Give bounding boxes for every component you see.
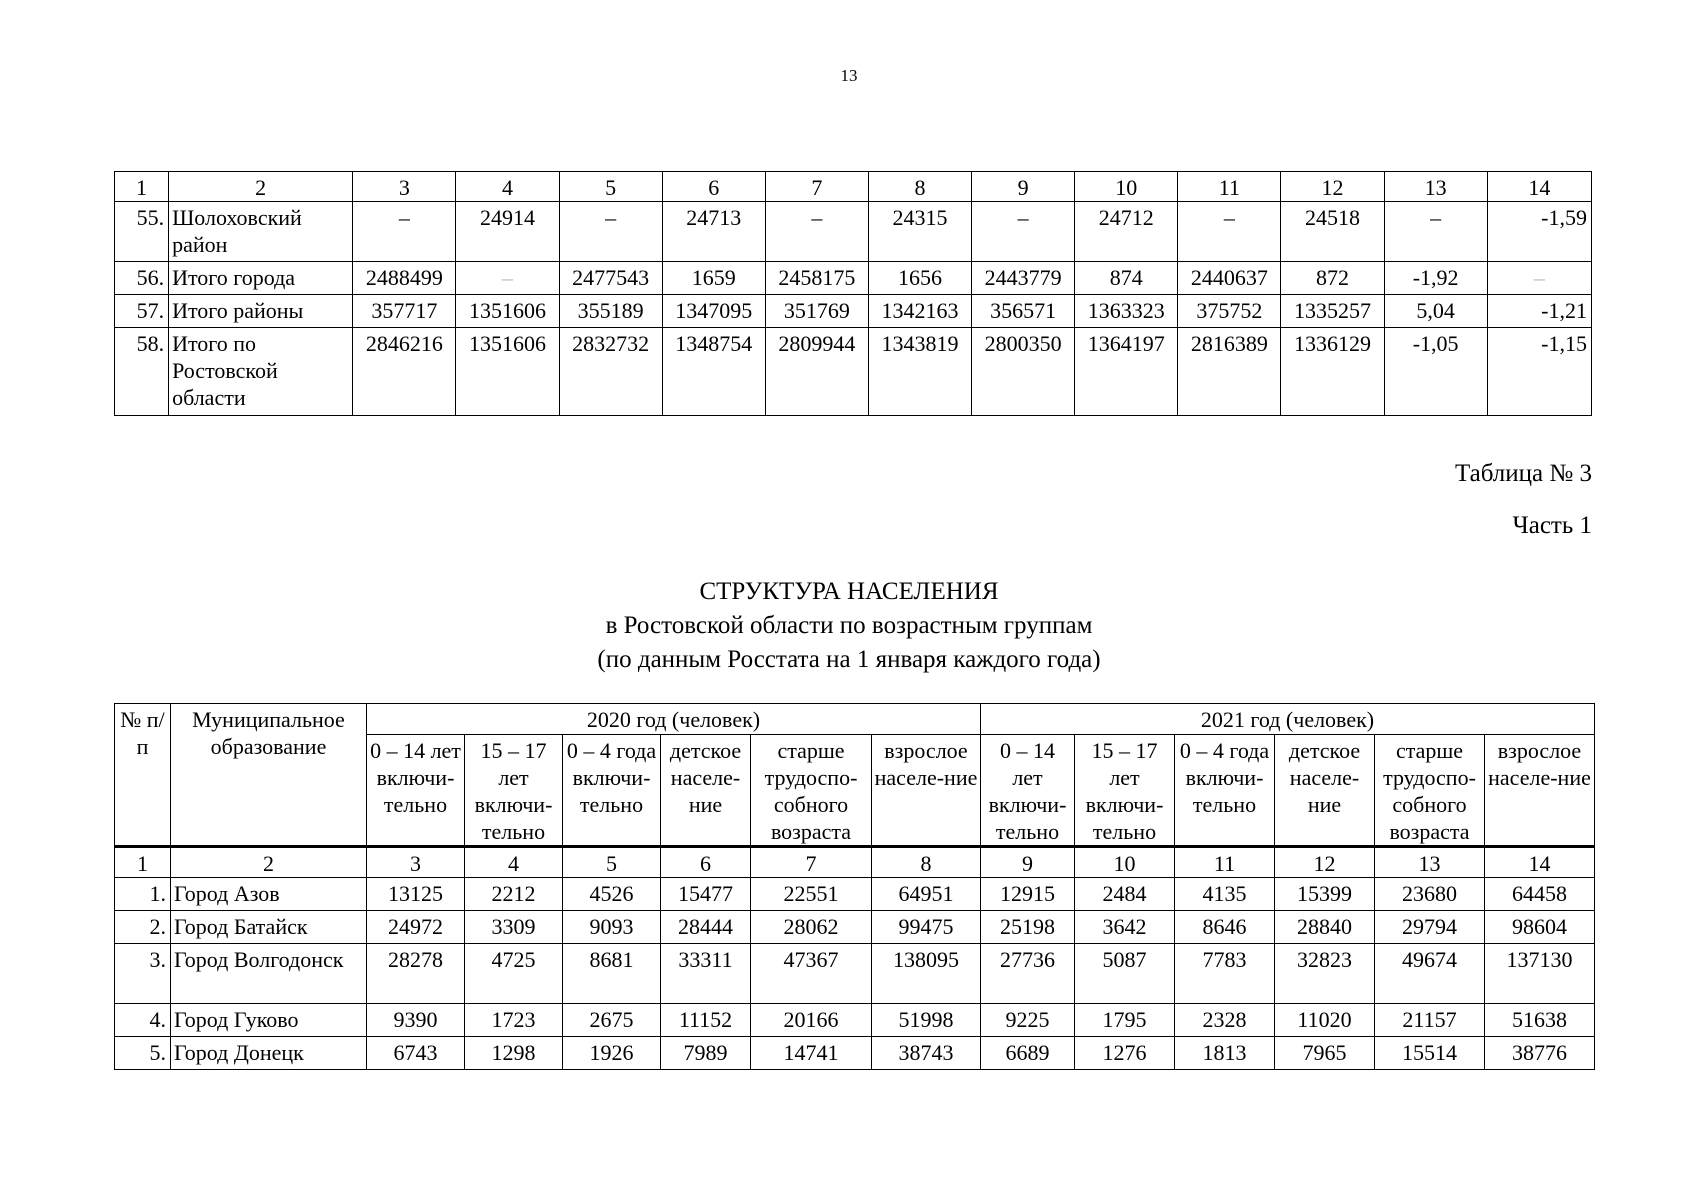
cell: 1342163 xyxy=(868,295,971,328)
row-name: Шолоховский район xyxy=(169,202,353,262)
cell: 3309 xyxy=(465,911,563,944)
cell: 1659 xyxy=(662,262,765,295)
header-num: № п/п xyxy=(115,704,171,847)
cell: 4725 xyxy=(465,944,563,1004)
cell: – xyxy=(353,202,456,262)
cell: 21157 xyxy=(1375,1004,1485,1037)
header-age-15-17: 15 – 17 лет включи-тельно xyxy=(1075,735,1175,847)
cell: 9093 xyxy=(563,911,661,944)
header-age-0-4: 0 – 4 года включи-тельно xyxy=(1175,735,1275,847)
cell: 24914 xyxy=(456,202,559,262)
cell: 7783 xyxy=(1175,944,1275,1004)
row-number: 3. xyxy=(115,944,171,1004)
header-year-2021: 2021 год (человек) xyxy=(981,704,1595,735)
col-number: 11 xyxy=(1175,847,1275,878)
table-row xyxy=(115,944,1595,1004)
cell: 12915 xyxy=(981,878,1075,911)
cell: 28062 xyxy=(751,911,872,944)
cell: 24315 xyxy=(868,202,971,262)
header-age-0-4: 0 – 4 года включи-тельно xyxy=(563,735,661,847)
col-number: 9 xyxy=(981,847,1075,878)
cell: 1363323 xyxy=(1075,295,1178,328)
cell: 9225 xyxy=(981,1004,1075,1037)
cell: 29794 xyxy=(1375,911,1485,944)
row-name: Город Волгодонск xyxy=(171,944,367,1004)
cell: 13125 xyxy=(367,878,465,911)
cell: 2477543 xyxy=(559,262,662,295)
cell: 8681 xyxy=(563,944,661,1004)
cell: -1,21 xyxy=(1487,295,1591,328)
cell: 1926 xyxy=(563,1037,661,1070)
cell: 2832732 xyxy=(559,328,662,416)
col-number: 12 xyxy=(1275,847,1375,878)
cell: 4526 xyxy=(563,878,661,911)
row-number: 1. xyxy=(115,878,171,911)
cell: 14741 xyxy=(751,1037,872,1070)
cell: 351769 xyxy=(765,295,868,328)
cell: -1,59 xyxy=(1487,202,1591,262)
col-number: 8 xyxy=(872,847,981,878)
header-age-0-14: 0 – 14 лет включи-тельно xyxy=(981,735,1075,847)
cell: – xyxy=(1178,202,1281,262)
age-structure-table xyxy=(114,703,1595,1070)
header-row-years xyxy=(115,704,1595,735)
cell: 28840 xyxy=(1275,911,1375,944)
cell: 47367 xyxy=(751,944,872,1004)
cell: 1347095 xyxy=(662,295,765,328)
cell: 15477 xyxy=(661,878,751,911)
col-number: 12 xyxy=(1281,172,1384,202)
cell: 38743 xyxy=(872,1037,981,1070)
cell: 15514 xyxy=(1375,1037,1485,1070)
cell: 2443779 xyxy=(972,262,1075,295)
cell: 1343819 xyxy=(868,328,971,416)
cell: 8646 xyxy=(1175,911,1275,944)
col-number: 6 xyxy=(662,172,765,202)
cell: 1335257 xyxy=(1281,295,1384,328)
cell: 2846216 xyxy=(353,328,456,416)
row-name: Город Батайск xyxy=(171,911,367,944)
cell: 1656 xyxy=(868,262,971,295)
col-number: 10 xyxy=(1075,847,1175,878)
cell: 138095 xyxy=(872,944,981,1004)
cell: 375752 xyxy=(1178,295,1281,328)
cell: 1813 xyxy=(1175,1037,1275,1070)
cell: 27736 xyxy=(981,944,1075,1004)
cell: 24518 xyxy=(1281,202,1384,262)
row-number: 57. xyxy=(115,295,169,328)
row-number: 56. xyxy=(115,262,169,295)
row-name: Город Донецк xyxy=(171,1037,367,1070)
header-adults: взрослое населе-ние xyxy=(1485,735,1595,847)
cell: 357717 xyxy=(353,295,456,328)
col-number: 4 xyxy=(465,847,563,878)
cell: 9390 xyxy=(367,1004,465,1037)
header-age-15-17: 15 – 17 лет включи-тельно xyxy=(465,735,563,847)
cell: 38776 xyxy=(1485,1037,1595,1070)
cell: 2809944 xyxy=(765,328,868,416)
cell: 51998 xyxy=(872,1004,981,1037)
table-title xyxy=(0,575,1698,677)
table-number-caption: Таблица № 3 xyxy=(1454,460,1592,487)
row-name: Итого по Ростовской области xyxy=(169,328,353,416)
col-number: 8 xyxy=(868,172,971,202)
cell: – xyxy=(456,262,559,295)
cell: 2440637 xyxy=(1178,262,1281,295)
cell: – xyxy=(1487,262,1591,295)
col-number: 11 xyxy=(1178,172,1281,202)
cell: 49674 xyxy=(1375,944,1485,1004)
row-number: 2. xyxy=(115,911,171,944)
cell: 7965 xyxy=(1275,1037,1375,1070)
cell: 1795 xyxy=(1075,1004,1175,1037)
cell: 1348754 xyxy=(662,328,765,416)
continuation-table xyxy=(114,171,1592,416)
col-number: 3 xyxy=(367,847,465,878)
title-line-3: (по данным Росстата на 1 января каждого года) xyxy=(597,646,1101,673)
table-row xyxy=(115,1004,1595,1037)
cell: 1276 xyxy=(1075,1037,1175,1070)
table-row xyxy=(115,295,1592,328)
row-number: 5. xyxy=(115,1037,171,1070)
cell: 2675 xyxy=(563,1004,661,1037)
header-adults: взрослое населе-ние xyxy=(872,735,981,847)
cell: 5,04 xyxy=(1384,295,1487,328)
col-number: 5 xyxy=(559,172,662,202)
cell: 99475 xyxy=(872,911,981,944)
cell: -1,05 xyxy=(1384,328,1487,416)
col-number: 4 xyxy=(456,172,559,202)
cell: 15399 xyxy=(1275,878,1375,911)
cell: 28444 xyxy=(661,911,751,944)
cell: 1336129 xyxy=(1281,328,1384,416)
row-name: Город Азов xyxy=(171,878,367,911)
table-row xyxy=(115,1037,1595,1070)
col-number: 1 xyxy=(115,847,171,878)
col-number: 13 xyxy=(1384,172,1487,202)
cell: – xyxy=(559,202,662,262)
column-number-row xyxy=(115,172,1592,202)
cell: 51638 xyxy=(1485,1004,1595,1037)
cell: 24712 xyxy=(1075,202,1178,262)
col-number: 9 xyxy=(972,172,1075,202)
cell: 24972 xyxy=(367,911,465,944)
col-number: 13 xyxy=(1375,847,1485,878)
title-line-2: в Ростовской области по возрастным группам xyxy=(605,612,1093,639)
cell: 1364197 xyxy=(1075,328,1178,416)
title-line-1: СТРУКТУРА НАСЕЛЕНИЯ xyxy=(699,578,999,605)
cell: 1298 xyxy=(465,1037,563,1070)
cell: 6743 xyxy=(367,1037,465,1070)
header-children: детское населе-ние xyxy=(1275,735,1375,847)
cell: 11020 xyxy=(1275,1004,1375,1037)
col-number: 2 xyxy=(171,847,367,878)
cell: – xyxy=(765,202,868,262)
header-elderly: старше трудоспо-собного возраста xyxy=(751,735,872,847)
cell: – xyxy=(972,202,1075,262)
cell: – xyxy=(1384,202,1487,262)
table-row xyxy=(115,878,1595,911)
cell: 22551 xyxy=(751,878,872,911)
cell: 1723 xyxy=(465,1004,563,1037)
cell: 356571 xyxy=(972,295,1075,328)
col-number: 14 xyxy=(1487,172,1591,202)
col-number: 7 xyxy=(751,847,872,878)
cell: 1351606 xyxy=(456,328,559,416)
row-name: Город Гуково xyxy=(171,1004,367,1037)
cell: 25198 xyxy=(981,911,1075,944)
cell: 64951 xyxy=(872,878,981,911)
cell: 24713 xyxy=(662,202,765,262)
cell: 2212 xyxy=(465,878,563,911)
page-number: 13 xyxy=(840,66,858,85)
table-part-caption: Часть 1 xyxy=(1512,512,1592,539)
row-number: 55. xyxy=(115,202,169,262)
col-number: 1 xyxy=(115,172,169,202)
cell: 355189 xyxy=(559,295,662,328)
col-number: 5 xyxy=(563,847,661,878)
table-row xyxy=(115,202,1592,262)
cell: 874 xyxy=(1075,262,1178,295)
cell: 2328 xyxy=(1175,1004,1275,1037)
col-number: 3 xyxy=(353,172,456,202)
cell: 23680 xyxy=(1375,878,1485,911)
header-municipality: Муниципальное образование xyxy=(171,704,367,847)
col-number: 6 xyxy=(661,847,751,878)
header-year-2020: 2020 год (человек) xyxy=(367,704,981,735)
cell: 2484 xyxy=(1075,878,1175,911)
table-row xyxy=(115,262,1592,295)
row-number: 58. xyxy=(115,328,169,416)
cell: 32823 xyxy=(1275,944,1375,1004)
cell: 6689 xyxy=(981,1037,1075,1070)
cell: -1,15 xyxy=(1487,328,1591,416)
row-name: Итого районы xyxy=(169,295,353,328)
col-number: 10 xyxy=(1075,172,1178,202)
cell: 64458 xyxy=(1485,878,1595,911)
row-number: 4. xyxy=(115,1004,171,1037)
col-number: 7 xyxy=(765,172,868,202)
cell: 872 xyxy=(1281,262,1384,295)
cell: 3642 xyxy=(1075,911,1175,944)
col-number: 2 xyxy=(169,172,353,202)
cell: 137130 xyxy=(1485,944,1595,1004)
cell: 11152 xyxy=(661,1004,751,1037)
column-number-row xyxy=(115,847,1595,878)
cell: 28278 xyxy=(367,944,465,1004)
cell: 5087 xyxy=(1075,944,1175,1004)
cell: -1,92 xyxy=(1384,262,1487,295)
row-name: Итого города xyxy=(169,262,353,295)
cell: 1351606 xyxy=(456,295,559,328)
header-elderly: старше трудоспо-собного возраста xyxy=(1375,735,1485,847)
cell: 4135 xyxy=(1175,878,1275,911)
cell: 7989 xyxy=(661,1037,751,1070)
table-row xyxy=(115,328,1592,416)
cell: 2800350 xyxy=(972,328,1075,416)
col-number: 14 xyxy=(1485,847,1595,878)
cell: 2488499 xyxy=(353,262,456,295)
cell: 20166 xyxy=(751,1004,872,1037)
header-children: детское населе-ние xyxy=(661,735,751,847)
header-age-0-14: 0 – 14 лет включи-тельно xyxy=(367,735,465,847)
cell: 2816389 xyxy=(1178,328,1281,416)
cell: 98604 xyxy=(1485,911,1595,944)
cell: 2458175 xyxy=(765,262,868,295)
cell: 33311 xyxy=(661,944,751,1004)
table-row xyxy=(115,911,1595,944)
